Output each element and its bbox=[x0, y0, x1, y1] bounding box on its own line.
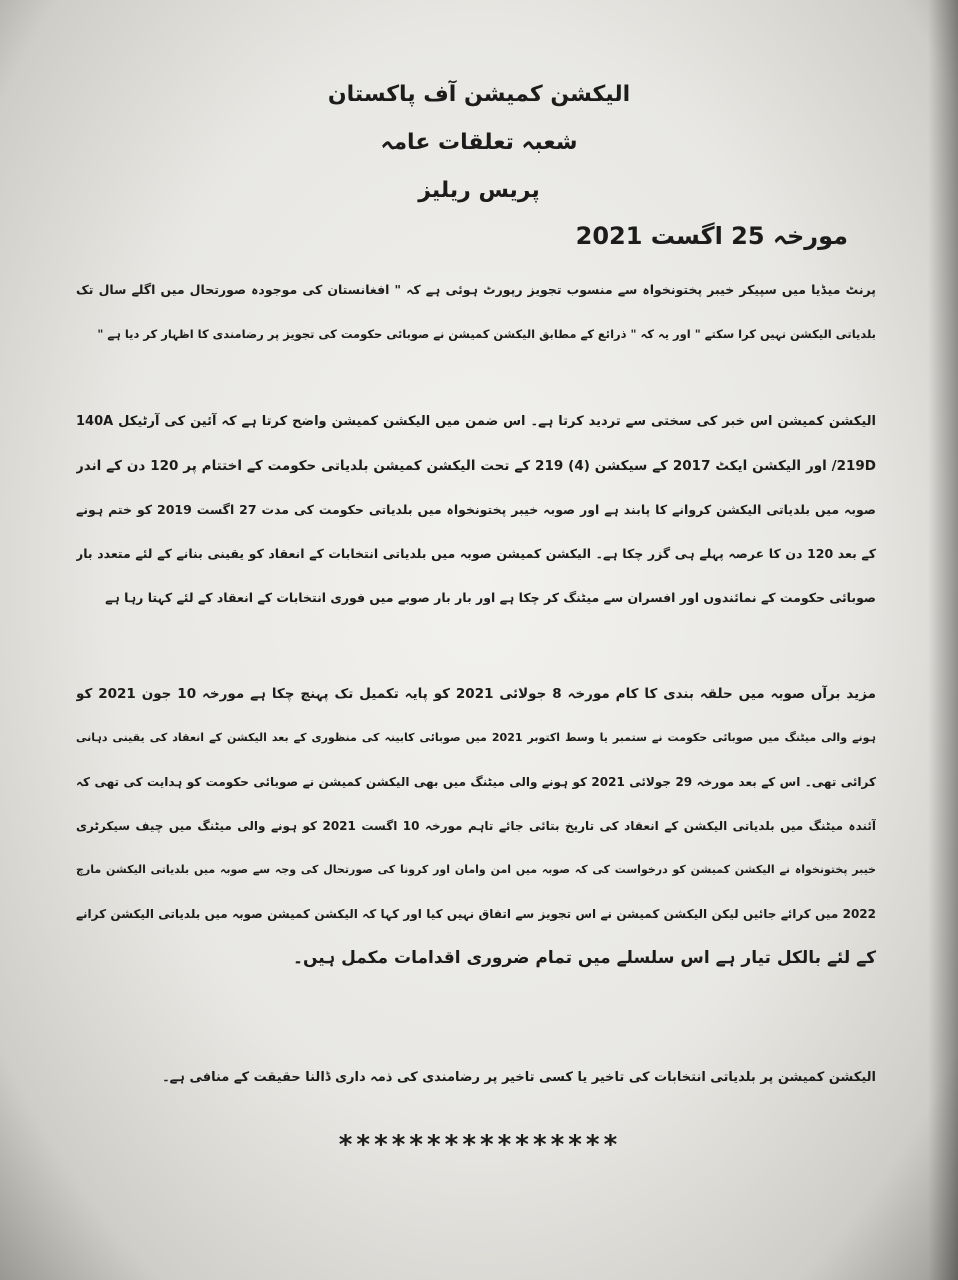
org-heading: الیکشن کمیشن آف پاکستان bbox=[327, 82, 631, 107]
paragraph-line: کرائی تھی۔ اس کے بعد مورخہ 29 جولائی 2021 کو ہونے والی میٹنگ میں بھی الیکشن کمیشن نے صوبائی حکومت کو ہدایت کی تھی کہ bbox=[76, 775, 876, 789]
end-marker: **************** bbox=[337, 1130, 621, 1160]
paragraph-line: کے بعد 120 دن کا عرصہ پہلے ہی گزر چکا ہے۔ الیکشن کمیشن صوبہ میں بلدیاتی انتخابات کے انعقاد کو یقینی بنانے کے لئے متعدد بار bbox=[76, 546, 876, 561]
department-heading: شعبہ تعلقات عامہ bbox=[380, 130, 578, 155]
paragraph-line: صوبہ میں بلدیاتی الیکشن کروانے کا پابند ہے اور صوبہ خیبر پختونخواہ میں بلدیاتی حکومت کی مدت 27 اگست 2019 کو ختم ہونے bbox=[76, 502, 876, 517]
paragraph-1 bbox=[76, 268, 876, 356]
paragraph-2 bbox=[76, 400, 876, 620]
paragraph-line: صوبائی حکومت کے نمائندوں اور افسران سے میٹنگ کر چکا ہے اور بار بار صوبے میں فوری انتخابات کے انعقاد کے لئے کہتا رہا ہے bbox=[105, 590, 876, 605]
paragraph-line: 2022 میں کرائے جائیں لیکن الیکشن کمیشن نے اس تجویز سے اتفاق نہیں کیا اور کہا کہ الیکشن کمیشن صوبہ میں بلدیاتی الیکشن کرانے bbox=[76, 907, 876, 921]
paragraph-line: آئندہ میٹنگ میں بلدیاتی الیکشن کے انعقاد کی تاریخ بتائی جائے تاہم مورخہ 10 اگست 2021 کو ہونے والی میٹنگ میں چیف سیکرٹری bbox=[76, 819, 876, 833]
paragraph-line: 219D/ اور الیکشن ایکٹ 2017 کے سیکشن (4) 219 کے تحت الیکشن کمیشن بلدیاتی حکومت کے اختتام پر 120 دن کے اندر bbox=[76, 458, 876, 474]
paragraph-line: پرنٹ میڈیا میں سپیکر خیبر پختونخواہ سے منسوب تجویز رپورٹ ہوئی ہے کہ " افغانستان کی موجودہ صورتحال میں اگلے سال تک bbox=[76, 282, 876, 297]
paragraph-line: خیبر پختونخواہ نے الیکشن کمیشن کو درخواست کی کہ صوبہ میں امن وامان اور کرونا کی صورتحال کی وجہ سے صوبہ میں بلدیاتی الیکشن مارچ bbox=[76, 863, 876, 876]
paragraph-line: الیکشن کمیشن پر بلدیاتی انتخابات کی تاخیر یا کسی تاخیر پر رضامندی کی ذمہ داری ڈالنا حقیقت کے منافی ہے۔ bbox=[162, 1070, 876, 1085]
paragraph-line: الیکشن کمیشن اس خبر کی سختی سے تردید کرتا ہے۔ اس ضمن میں الیکشن کمیشن واضح کرتا ہے کہ آئین کی آرٹیکل 140A bbox=[76, 414, 876, 429]
page-edge-shadow bbox=[928, 0, 958, 1280]
doc-type-heading: پریس ریلیز bbox=[418, 178, 540, 203]
paragraph-4 bbox=[136, 1056, 876, 1100]
paragraph-line: ہونے والی میٹنگ میں صوبائی حکومت نے ستمبر یا وسط اکتوبر 2021 میں صوبائی کابینہ کی منظوری کے بعد الیکشن کے انعقاد کی یقینی دہانی bbox=[76, 731, 876, 744]
paragraph-line: بلدیاتی الیکشن نہیں کرا سکتے " اور یہ کہ " ذرائع کے مطابق الیکشن کمیشن نے صوبائی حکومت کی تجویز پر رضامندی کا اظہار کر دیا ہے " bbox=[97, 327, 876, 341]
paragraph-line: کے لئے بالکل تیار ہے اس سلسلے میں تمام ضروری اقدامات مکمل ہیں۔ bbox=[293, 948, 876, 968]
release-date: مورخہ 25 اگست 2021 bbox=[575, 222, 848, 250]
paragraph-3 bbox=[76, 672, 876, 980]
paragraph-line: مزید برآں صوبہ میں حلقہ بندی کا کام مورخہ 8 جولائی 2021 کو پایہ تکمیل تک پہنچ چکا ہے مورخہ 10 جون 2021 کو bbox=[76, 686, 876, 702]
